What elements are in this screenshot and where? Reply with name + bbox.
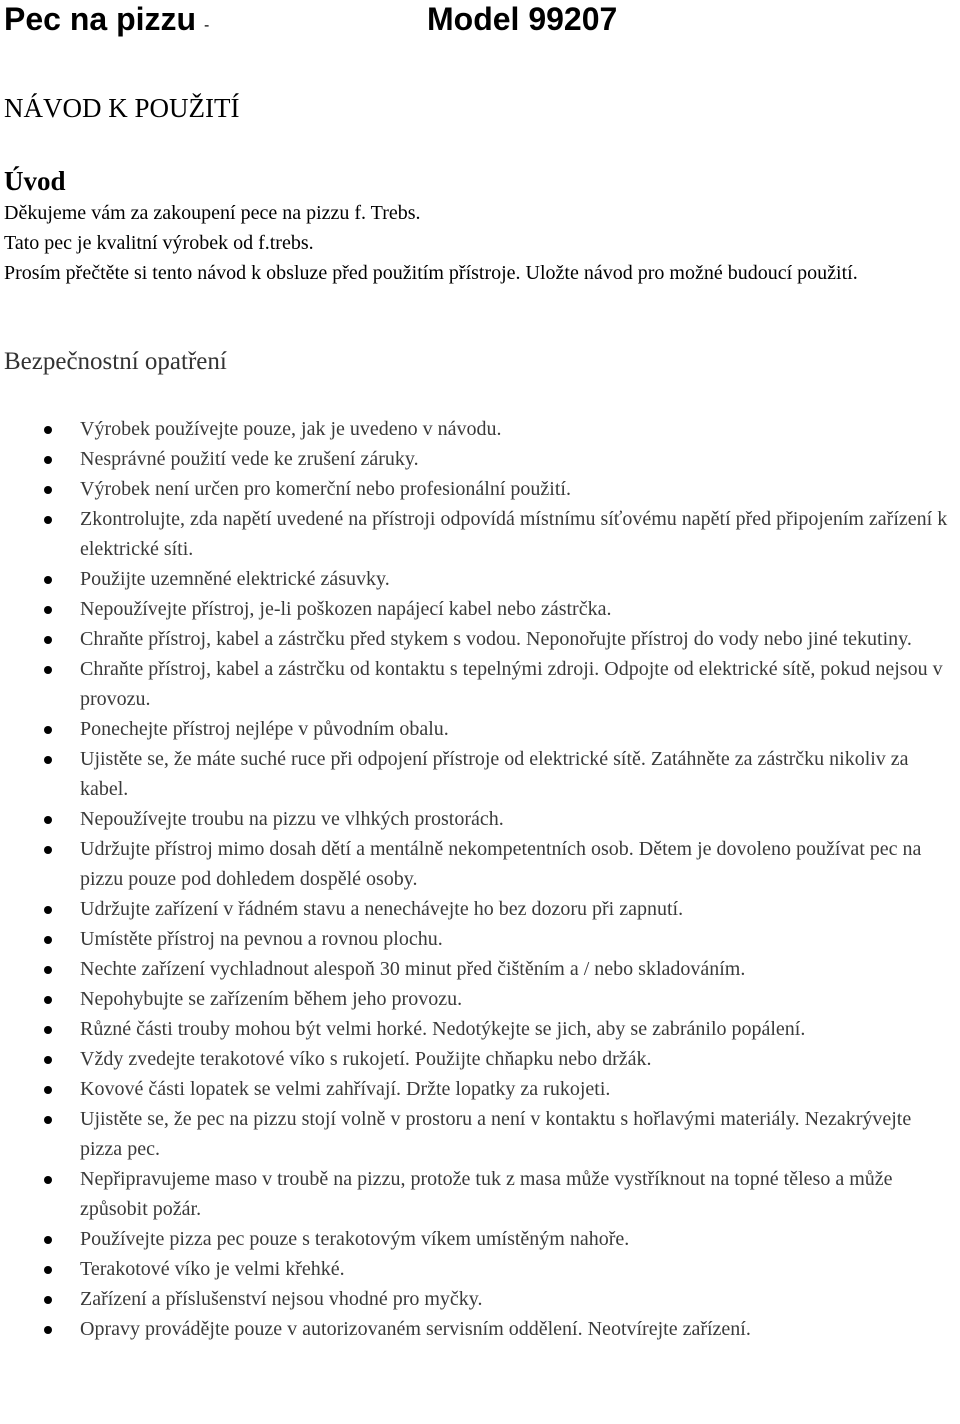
- list-item: [0, 714, 956, 744]
- list-item: [0, 954, 956, 984]
- list-item: [0, 924, 956, 954]
- list-item-text: Chraňte přístroj, kabel a zástrčku od kontaktu s tepelnými zdroji. Odpojte od elektrické sítě, pokud nejsou v provozu.: [80, 658, 943, 710]
- list-item-text: Ujistěte se, že pec na pizzu stojí volně v prostoru a není v kontaktu s hořlavými materiály. Nezakrývejte pizza pec.: [80, 1108, 912, 1160]
- list-item-text: Kovové části lopatek se velmi zahřívají. Držte lopatky za rukojeti.: [80, 1078, 611, 1100]
- list-item-text: Umístěte přístroj na pevnou a rovnou plochu.: [80, 928, 443, 950]
- bullet-icon: [44, 1326, 52, 1334]
- list-item: [0, 414, 956, 444]
- bullet-icon: [44, 1056, 52, 1064]
- list-item-text: Ujistěte se, že máte suché ruce při odpojení přístroje od elektrické sítě. Zatáhněte za zástrčku nikoliv za kabel.: [80, 748, 909, 800]
- bullet-icon: [44, 576, 52, 584]
- model-number: Model 99207: [427, 1, 618, 37]
- list-item-text: Udržujte zařízení v řádném stavu a nenechávejte ho bez dozoru při zapnutí.: [80, 898, 684, 920]
- list-item: [0, 1314, 956, 1344]
- list-item-text: Nepřipravujeme maso v troubě na pizzu, protože tuk z masa může vystříknout na topné těleso a může způsobit požár.: [80, 1168, 893, 1220]
- list-item: [0, 1074, 956, 1104]
- bullet-icon: [44, 636, 52, 644]
- list-item-text: Vždy zvedejte terakotové víko s rukojetí. Použijte chňapku nebo držák.: [80, 1048, 652, 1070]
- intro-heading: Úvod: [4, 166, 66, 196]
- bullet-icon: [44, 426, 52, 434]
- safety-heading: Bezpečnostní opatření: [4, 348, 227, 375]
- bullet-icon: [44, 936, 52, 944]
- list-item: [0, 894, 956, 924]
- bullet-icon: [44, 1116, 52, 1124]
- bullet-icon: [44, 906, 52, 914]
- list-item-text: Různé části trouby mohou být velmi horké. Nedotýkejte se jich, aby se zabránilo popálení.: [80, 1018, 806, 1040]
- list-item-text: Zařízení a příslušenství nejsou vhodné pro myčky.: [80, 1288, 483, 1310]
- list-item-text: Nesprávné použití vede ke zrušení záruky.: [80, 448, 419, 470]
- bullet-icon: [44, 606, 52, 614]
- list-item-text: Nechte zařízení vychladnout alespoň 30 minut před čištěním a / nebo skladováním.: [80, 958, 746, 980]
- intro-line: Děkujeme vám za zakoupení pece na pizzu f. Trebs.: [4, 202, 421, 224]
- list-item-text: Terakotové víko je velmi křehké.: [80, 1258, 345, 1280]
- list-item: [0, 1014, 956, 1044]
- intro-section: [4, 198, 949, 288]
- list-item-text: Zkontrolujte, zda napětí uvedené na přístroji odpovídá místnímu síťovému napětí před připojením zařízení k elektrické síti.: [80, 508, 948, 560]
- product-name: Pec na pizzu: [4, 1, 197, 37]
- list-item: [0, 1164, 956, 1224]
- list-item: [0, 1254, 956, 1284]
- bullet-icon: [44, 666, 52, 674]
- list-item-text: Výrobek není určen pro komerční nebo profesionální použití.: [80, 478, 571, 500]
- list-item: [0, 654, 956, 714]
- bullet-icon: [44, 1176, 52, 1184]
- bullet-icon: [44, 996, 52, 1004]
- list-item-text: Opravy provádějte pouze v autorizovaném servisním oddělení. Neotvírejte zařízení.: [80, 1318, 751, 1340]
- intro-line: Tato pec je kvalitní výrobek od f.trebs.: [4, 232, 314, 254]
- list-item: [0, 1044, 956, 1074]
- list-item: [0, 474, 956, 504]
- bullet-icon: [44, 756, 52, 764]
- bullet-icon: [44, 516, 52, 524]
- safety-list: [0, 414, 956, 1344]
- list-item-text: Používejte pizza pec pouze s terakotovým víkem umístěným nahoře.: [80, 1228, 630, 1250]
- bullet-icon: [44, 1266, 52, 1274]
- list-item-text: Ponechejte přístroj nejlépe v původním obalu.: [80, 718, 449, 740]
- list-item: [0, 804, 956, 834]
- list-item-text: Použijte uzemněné elektrické zásuvky.: [80, 568, 390, 590]
- list-item-text: Nepohybujte se zařízením během jeho provozu.: [80, 988, 463, 1010]
- bullet-icon: [44, 486, 52, 494]
- bullet-icon: [44, 816, 52, 824]
- manual-heading: NÁVOD K POUŽITÍ: [4, 93, 240, 123]
- list-item: [0, 624, 956, 654]
- bullet-icon: [44, 846, 52, 854]
- bullet-icon: [44, 1236, 52, 1244]
- product-title: [4, 0, 209, 45]
- title-separator: -: [204, 17, 210, 34]
- bullet-icon: [44, 456, 52, 464]
- list-item: [0, 834, 956, 894]
- bullet-icon: [44, 1296, 52, 1304]
- list-item: [0, 594, 956, 624]
- list-item-text: Udržujte přístroj mimo dosah dětí a mentálně nekompetentních osob. Dětem je dovoleno používat pec na pizzu pouze pod dohledem dospělé osoby.: [80, 838, 922, 890]
- list-item: [0, 564, 956, 594]
- list-item: [0, 1224, 956, 1254]
- list-item: [0, 1284, 956, 1314]
- list-item-text: Nepoužívejte troubu na pizzu ve vlhkých prostorách.: [80, 808, 504, 830]
- intro-line: Prosím přečtěte si tento návod k obsluze před použitím přístroje. Uložte návod pro možné budoucí použití.: [4, 262, 858, 284]
- document-header: [4, 0, 954, 44]
- bullet-icon: [44, 1086, 52, 1094]
- bullet-icon: [44, 966, 52, 974]
- bullet-icon: [44, 1026, 52, 1034]
- list-item-text: Chraňte přístroj, kabel a zástrčku před stykem s vodou. Neponořujte přístroj do vody nebo jiné tekutiny.: [80, 628, 912, 650]
- list-item-text: Výrobek používejte pouze, jak je uvedeno v návodu.: [80, 418, 502, 440]
- list-item: [0, 504, 956, 564]
- list-item: [0, 1104, 956, 1164]
- list-item: [0, 744, 956, 804]
- bullet-icon: [44, 726, 52, 734]
- list-item-text: Nepoužívejte přístroj, je-li poškozen napájecí kabel nebo zástrčka.: [80, 598, 612, 620]
- list-item: [0, 444, 956, 474]
- list-item: [0, 984, 956, 1014]
